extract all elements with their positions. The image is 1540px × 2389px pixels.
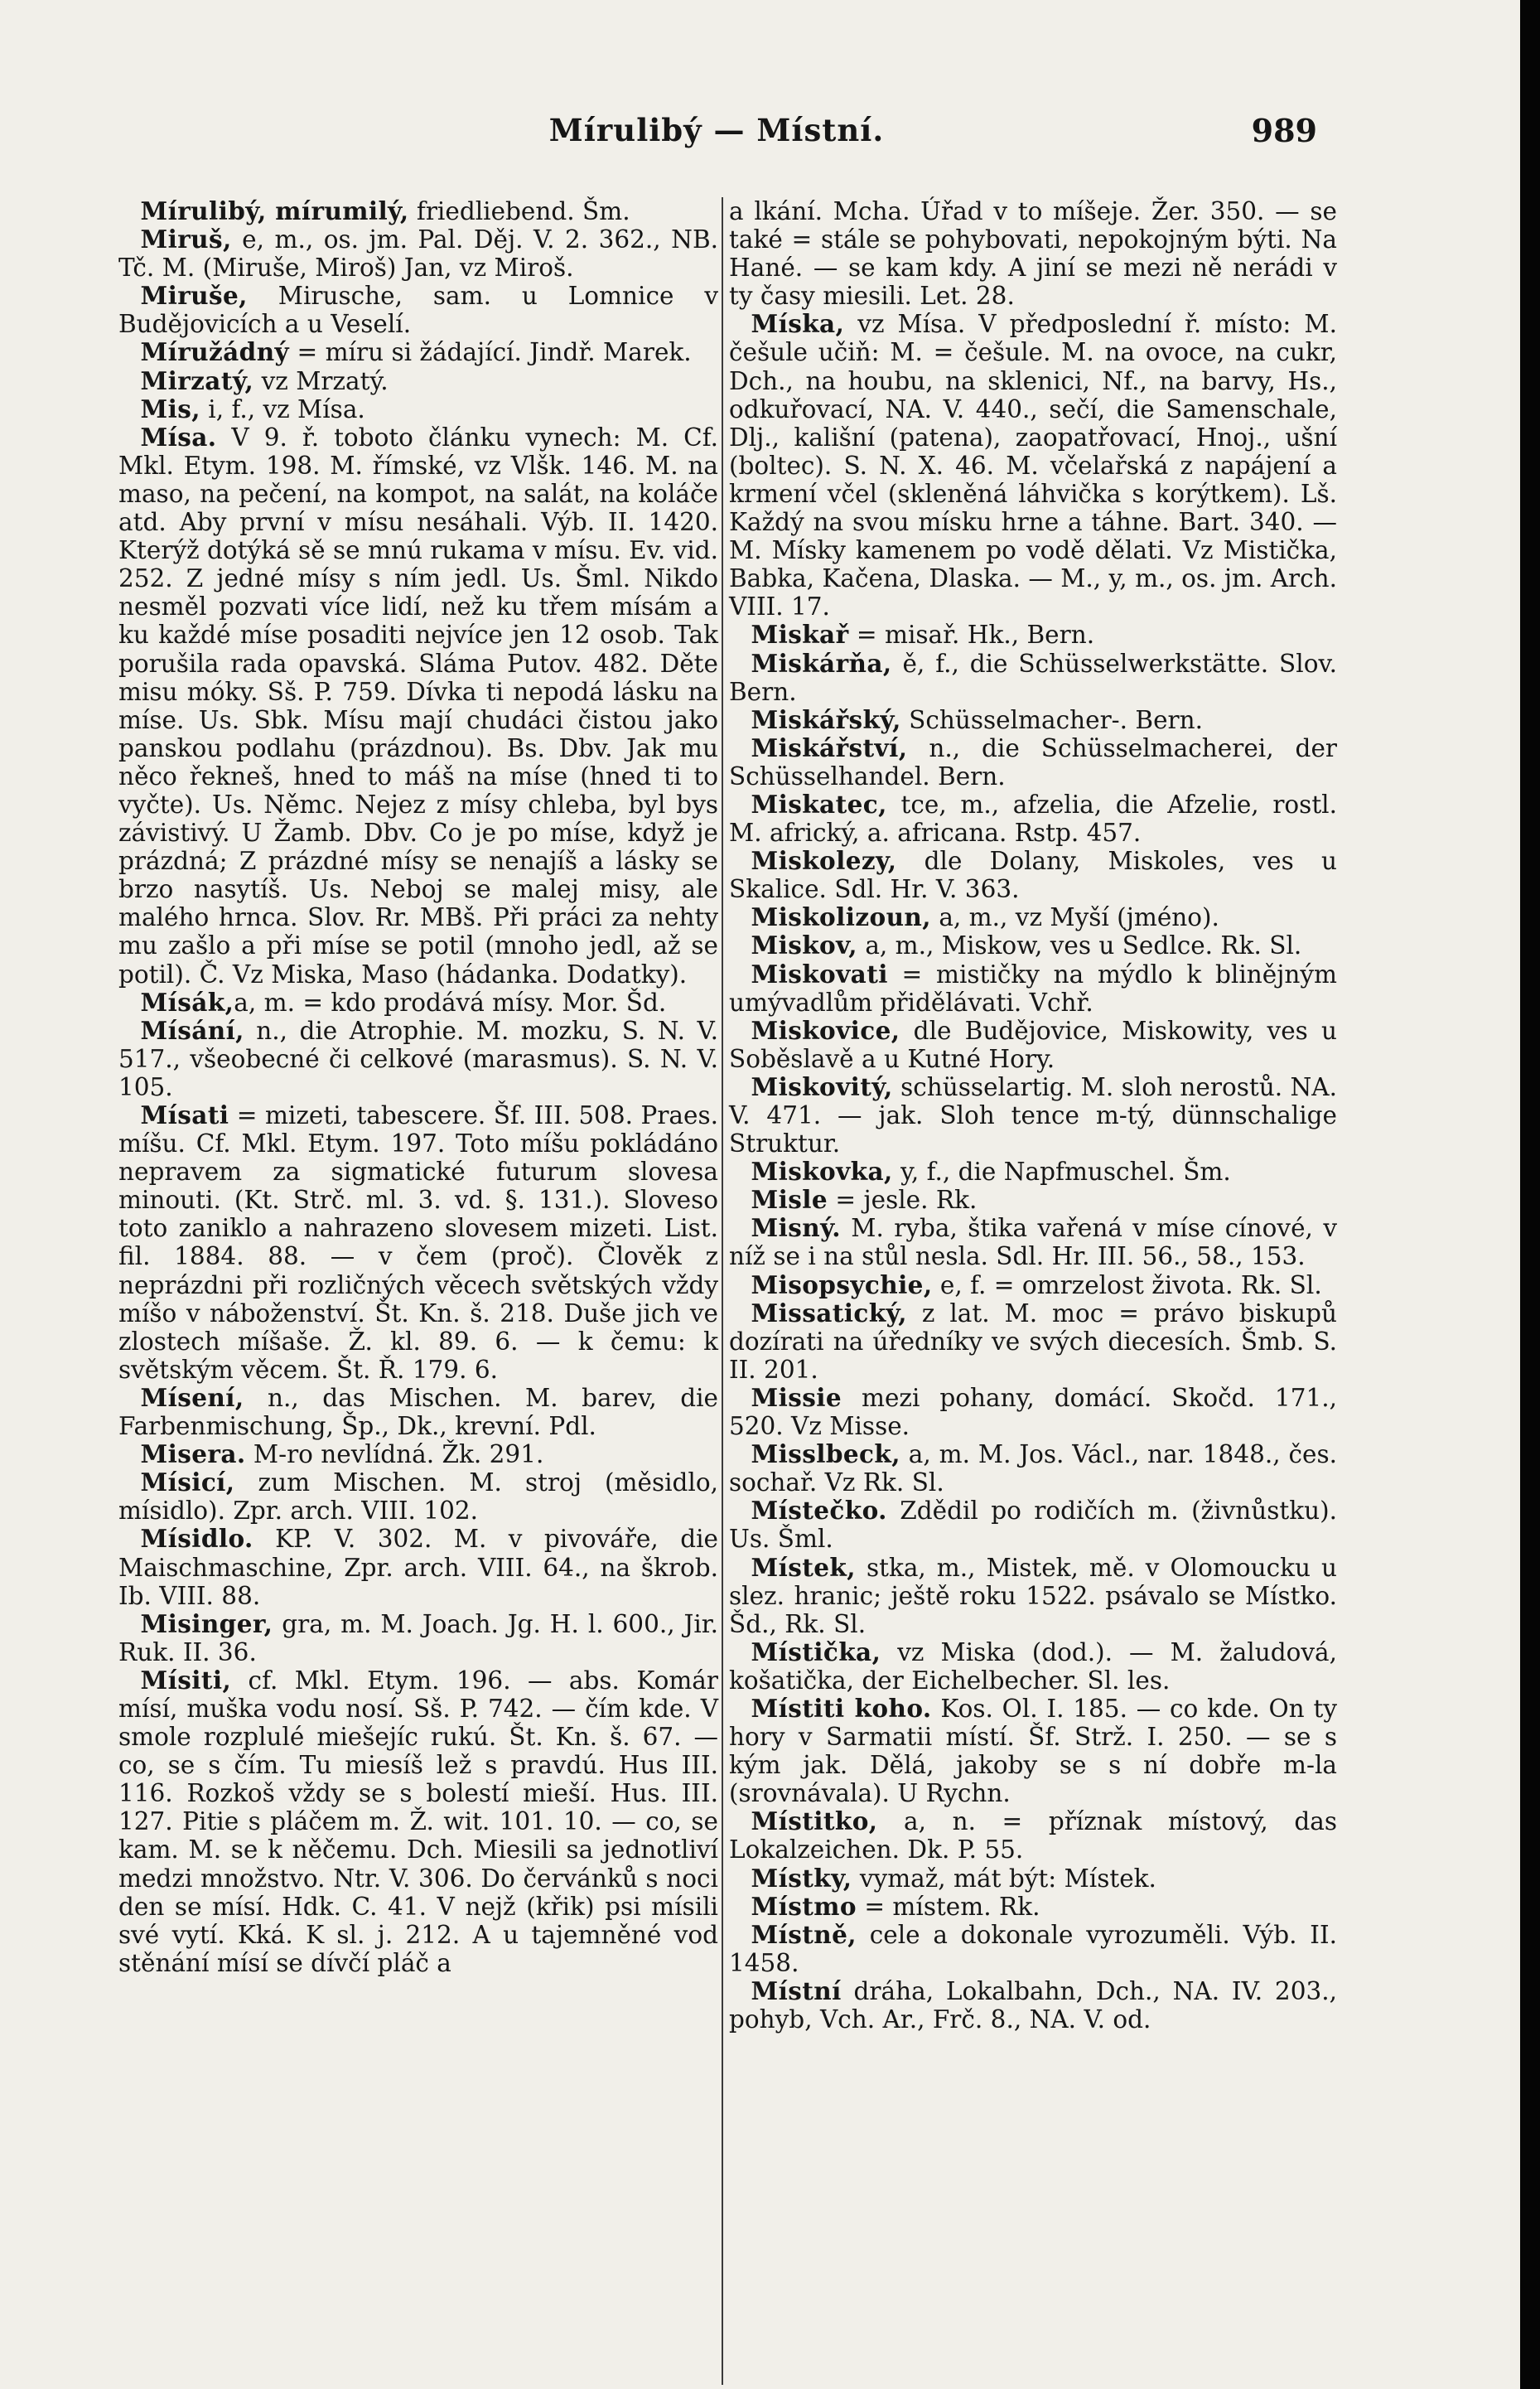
entry-headword: Místky,: [751, 1863, 852, 1893]
entry-headword: Mísiti,: [140, 1665, 232, 1695]
dictionary-entry: [729, 1299, 1337, 1384]
entry-headword: Mísák,: [140, 987, 234, 1017]
entry-headword: Mirzatý,: [140, 365, 254, 395]
entry-text: dle Dolany, Miskoles, ves u Skalice. Sdl. Hr. V. 363.: [729, 847, 1337, 904]
dictionary-entry: [118, 1610, 718, 1666]
dictionary-entry: [118, 1440, 718, 1468]
entry-text: tce, m., afzelia, die Afzelie, rostl. M. africký, a. africana. Rstp. 457.: [729, 790, 1337, 848]
dictionary-entry: [118, 282, 718, 338]
dictionary-entry: [118, 225, 718, 282]
entry-text: vymaž, mát být: Místek.: [852, 1864, 1156, 1893]
entry-text: M. ryba, štika vařená v míse cínové, v níž se i na stůl nesla. Sdl. Hr. III. 56., 58., 153.: [729, 1214, 1337, 1271]
dictionary-entry: [729, 791, 1337, 847]
entry-text: i, f., vz Mísa.: [200, 394, 365, 423]
dictionary-entry: [729, 1158, 1337, 1186]
entry-text: e, m., os. jm. Pal. Děj. V. 2. 362., NB. Tč. M. (Miruše, Miroš) Jan, vz Miroš.: [118, 225, 718, 283]
entry-headword: Mísení,: [140, 1382, 244, 1412]
entry-text: dle Budějovice, Miskowity, ves u Soběslavě a u Kutné Hory.: [729, 1016, 1337, 1073]
entry-text: vz Miska (dod.). — M. žaludová, košatička, der Eichelbecher. Sl. les.: [729, 1637, 1337, 1695]
dictionary-entry: [729, 1186, 1337, 1214]
dictionary-entry: [118, 423, 718, 989]
entry-headword: Miruš,: [140, 225, 232, 254]
dictionary-entry: [729, 1807, 1337, 1864]
entry-headword: Misopsychie,: [751, 1269, 933, 1299]
entry-text: n., das Mischen. M. barev, die Farbenmischung, Šp., Dk., krevní. Pdl.: [118, 1383, 718, 1441]
entry-headword: Missatický,: [751, 1298, 907, 1327]
entry-headword: Miskolizoun,: [751, 902, 931, 932]
entry-headword: Miskatec,: [751, 789, 887, 819]
dictionary-entry: [729, 960, 1337, 1017]
entry-text: cf. Mkl. Etym. 196. — abs. Komár mísí, muška vodu nosí. Sš. P. 742. — čím kde. V smole rozplulé miešejíc rukú. Št. Kn. š. 67. — co, se s čím. Tu miesíš lež s pravdú. Hus III. 116. Rozkoš vždy se s bolestí mieší. Hus. III. 127. Pitie s pláčem m. Ž. wit. 101. 10. — co, se kam. M. se k něčemu. Dch. Miesili sa jednotliví medzi množstvo. Ntr. V. 306. Do červánků s noci den se mísí. Hdk. C. 41. V nejž (křik) psi mísili své vytí. Kká. K sl. j. 212. A u tajemněné vod stěnání mísí se dívčí pláč a: [118, 1666, 718, 1977]
entry-text: z lat. M. moc = právo biskupů dozírati na úředníky ve svých diecesích. Šmb. S. II. 201.: [729, 1298, 1337, 1384]
entry-headword: Miskářský,: [751, 704, 901, 734]
page-number: 989: [1251, 112, 1317, 149]
dictionary-entry: [118, 1525, 718, 1609]
dictionary-entry: [729, 650, 1337, 706]
entry-text: e, f. = omrzelost života. Rk. Sl.: [932, 1270, 1322, 1299]
column-divider: [722, 197, 723, 2385]
entry-text: a lkání. Mcha. Úřad v to míšeje. Žer. 350. — se také = stále se pohybovati, nepokojným býti. Na Hané. — se kam kdy. A jiní se mezi ně nerádi v ty časy miesili. Let. 28.: [729, 197, 1337, 311]
entry-text: V 9. ř. toboto článku vynech: M. Cf. Mkl. Etym. 198. M. římské, vz Vlšk. 146. M. na maso, na pečení, na kompot, na salát, na koláče atd. Aby první v mísu nesáhali. Výb. II. 1420. Kterýž dotýká sě se mnú rukama v mísu. Ev. vid. 252. Z jedné mísy s ním jedl. Us. Šml. Nikdo nesměl pozvati více lidí, než ku třem mísám a ku každé míse posaditi nejvíce jen 12 osob. Tak porušila rada opavská. Sláma Putov. 482. Děte misu móky. Sš. P. 759. Dívka ti nepodá lásku na míse. Us. Sbk. Mísu mají chudáci čistou jako panskou podlahu (prázdnou). Bs. Dbv. Jak mu něco řekneš, hned to máš na míse (hned ti to vyčte). Us. Němc. Nejez z mísy chleba, byl bys závistivý. U Žamb. Dbv. Co je po míse, když je prázdná; Z prázdné mísy se nenajíš a lásky se brzo nasytíš. Us. Neboj se malej misy, ale malého hrnca. Slov. Rr. MBš. Při práci za nehty mu zašlo a při míse se potil (mnoho jedl, až se potil). Č. Vz Miska, Maso (hádanka. Dodatky).: [118, 423, 719, 989]
entry-text: ě, f., die Schüsselwerkstätte. Slov. Bern.: [729, 649, 1337, 706]
dictionary-entry: [729, 1893, 1337, 1921]
entry-text: = mizeti, tabescere. Šf. III. 508. Praes. míšu. Cf. Mkl. Etym. 197. Toto míšu pokládáno nepravem za sigmatické futurum slovesa minouti. (Kt. Strč. ml. 3. vd. §. 131.). Sloveso toto zaniklo a nahrazeno slovesem mizeti. List. fil. 1884. 88. — v čem (proč). Člověk z neprázdni při rozličných věcech světských vždy míšo v náboženství. Št. Kn. š. 218. Duše jich ve zlostech míšaše. Ž. kl. 89. 6. — k čemu: k světským věcem. Št. Ř. 179. 6.: [118, 1101, 718, 1384]
entry-headword: Miskárňa,: [751, 648, 892, 678]
dictionary-entry: [729, 1073, 1337, 1158]
dictionary-entry: [118, 1666, 718, 1977]
entry-text: gra, m. M. Joach. Jg. H. l. 600., Jir. Ruk. II. 36.: [118, 1609, 718, 1666]
dictionary-entry: [729, 734, 1337, 791]
entry-headword: Místitko,: [751, 1806, 878, 1836]
entry-headword: Misslbeck,: [751, 1439, 900, 1469]
entry-text: = mističky na mýdlo k blinějným umývadlům přidělávati. Vchř.: [729, 960, 1337, 1017]
dictionary-entry: [729, 1440, 1337, 1497]
entry-headword: Miruše,: [140, 281, 248, 311]
dictionary-entry: [118, 1017, 718, 1101]
entry-headword: Místmo: [751, 1891, 857, 1921]
entry-text: friedliebend. Šm.: [408, 197, 630, 225]
dictionary-entry: [729, 1695, 1337, 1807]
entry-headword: Misný.: [751, 1213, 841, 1243]
entry-text: a, n. = příznak místový, das Lokalzeichen. Dk. P. 55.: [729, 1807, 1337, 1864]
dictionary-entry: [729, 1497, 1337, 1553]
entry-headword: Mírulibý, mírumilý,: [140, 196, 409, 225]
entry-headword: Místek,: [751, 1552, 856, 1582]
entry-headword: Mísidlo.: [140, 1524, 253, 1554]
entry-text: = misař. Hk., Bern.: [848, 621, 1095, 650]
left-column: [118, 197, 718, 1977]
dictionary-entry: [118, 367, 718, 395]
dictionary-entry: [729, 1554, 1337, 1638]
entry-text: Zdědil po rodičích m. (živnůstku). Us. Šml.: [729, 1497, 1337, 1554]
entry-text: y, f., die Napfmuschel. Šm.: [892, 1158, 1231, 1187]
dictionary-entry: [729, 1864, 1337, 1893]
dictionary-entry: [118, 989, 718, 1017]
dictionary-entry: [729, 1271, 1337, 1299]
dictionary-entry: [729, 847, 1337, 903]
entry-headword: Misinger,: [140, 1608, 273, 1638]
dictionary-entry: [729, 931, 1337, 960]
dictionary-entry: [118, 1468, 718, 1525]
entry-text: dráha, Lokalbahn, Dch., NA. IV. 203., pohyb, Vch. Ar., Frč. 8., NA. V. od.: [729, 1976, 1337, 2034]
entry-headword: Miskovitý,: [751, 1071, 893, 1101]
entry-headword: Mísicí,: [140, 1468, 235, 1497]
entry-headword: Míska,: [751, 309, 845, 339]
entry-text: a, m., Miskow, ves u Sedlce. Rk. Sl.: [857, 931, 1302, 960]
entry-headword: Místně,: [751, 1919, 857, 1949]
entry-text: Schüsselmacher-. Bern.: [900, 705, 1204, 734]
scan-edge: [1520, 0, 1540, 2389]
dictionary-entry: [729, 1921, 1337, 1977]
dictionary-entry: [729, 1977, 1337, 2034]
entry-text: a, m. M. Jos. Václ., nar. 1848., čes. sochař. Vz Rk. Sl.: [729, 1440, 1337, 1497]
dictionary-entry: [729, 1214, 1337, 1270]
entry-text: stka, m., Mistek, mě. v Olomoucku u slez. hranic; ještě roku 1522. psávalo se Místko. Šd., Rk. Sl.: [729, 1553, 1337, 1638]
entry-headword: Mísa.: [140, 422, 217, 452]
entry-text: a, m., vz Myší (jméno).: [930, 903, 1219, 932]
entry-text: mezi pohany, domácí. Skočd. 171., 520. Vz Misse.: [729, 1383, 1337, 1441]
entry-headword: Miskař: [751, 620, 849, 650]
entry-text: n., die Schüsselmacherei, der Schüsselhandel. Bern.: [729, 733, 1337, 791]
entry-text: Mirusche, sam. u Lomnice v Budějovicích a u Veselí.: [118, 282, 718, 339]
entry-text: M-ro nevlídná. Žk. 291.: [245, 1440, 544, 1469]
dictionary-entry: [729, 903, 1337, 931]
entry-headword: Místiti koho.: [751, 1693, 932, 1723]
entry-headword: Miskolezy,: [751, 846, 897, 876]
entry-text: = míru si žádající. Jindř. Marek.: [289, 338, 692, 367]
dictionary-entry: [729, 1384, 1337, 1440]
entry-headword: Miskovati: [751, 959, 888, 989]
entry-headword: Miskovka,: [751, 1157, 893, 1187]
entry-headword: Missie: [751, 1382, 842, 1412]
entry-headword: Místička,: [751, 1637, 881, 1666]
dictionary-entry: [729, 1017, 1337, 1073]
entry-text: zum Mischen. M. stroj (měsidlo, mísidlo). Zpr. arch. VIII. 102.: [118, 1468, 718, 1526]
entry-headword: Mísati: [140, 1100, 229, 1129]
entry-text: n., die Atrophie. M. mozku, S. N. V. 517., všeobecné či celkové (marasmus). S. N. V. 105.: [118, 1016, 718, 1101]
entry-headword: Mis,: [140, 394, 200, 423]
entry-headword: Místečko.: [751, 1496, 887, 1526]
running-title: Mírulibý — Místní.: [548, 112, 885, 148]
entry-headword: Misera.: [140, 1439, 246, 1469]
dictionary-entry: [118, 338, 718, 366]
entry-headword: Mísání,: [140, 1015, 244, 1045]
dictionary-entry: [729, 197, 1337, 310]
dictionary-entry: [118, 1101, 718, 1384]
entry-text: Kos. Ol. I. 185. — co kde. On ty hory v Sarmatii místí. Šf. Strž. I. 250. — se s kým jak. Dělá, jakoby se s ní dobře m-la (srovnávala). U Rychn.: [729, 1694, 1337, 1808]
entry-headword: Miskářství,: [751, 733, 908, 762]
entry-text: schüsselartig. M. sloh nerostů. NA. V. 471. — jak. Sloh tence m-tý, dünnschalige Struktur.: [729, 1072, 1337, 1158]
entry-text: cele a dokonale vyrozuměli. Výb. II. 1458.: [729, 1920, 1337, 1977]
entry-text: = místem. Rk.: [856, 1892, 1040, 1921]
entry-text: vz Mísa. V předposlední ř. místo: M. češule učiň: M. = češule. M. na ovoce, na cukr, Dch., na houbu, na sklenici, Nf., na barvy, Hs., odkuřovací, NA. V. 440., sečí, die Samenschale, Dlj., kališní (patena), zaopatřovací, Hnoj., ušní (boltec). S. N. X. 46. M. včelařská z napájení a krmení včel (skleněná láhvička s korýtkem). Lš. Každý na svou mísku hrne a táhne. Bart. 340. — M. Mísky kamenem po vodě dělati. Vz Mistička, Babka, Kačena, Dlaska. — M., y, m., os. jm. Arch. VIII. 17.: [729, 310, 1337, 621]
entry-text: a, m. = kdo prodává mísy. Mor. Šd.: [234, 988, 667, 1017]
entry-text: KP. V. 302. M. v pivováře, die Maischmaschine, Zpr. arch. VIII. 64., na škrob. Ib. VIII. 88.: [118, 1525, 718, 1610]
dictionary-entry: [118, 197, 718, 225]
dictionary-entry: [729, 310, 1337, 621]
dictionary-entry: [729, 1638, 1337, 1695]
entry-text: = jesle. Rk.: [828, 1186, 978, 1215]
right-column: [729, 197, 1337, 2034]
entry-headword: Misle: [751, 1185, 828, 1215]
entry-headword: Miskov,: [751, 931, 857, 960]
dictionary-entry: [729, 621, 1337, 649]
entry-headword: Miskovice,: [751, 1015, 900, 1045]
entry-headword: Místní: [751, 1976, 842, 2005]
page-header: [116, 112, 1317, 153]
entry-text: vz Mrzatý.: [253, 366, 389, 395]
dictionary-entry: [729, 706, 1337, 734]
dictionary-entry: [118, 395, 718, 423]
dictionary-entry: [118, 1384, 718, 1440]
entry-headword: Míružádný: [140, 337, 290, 367]
